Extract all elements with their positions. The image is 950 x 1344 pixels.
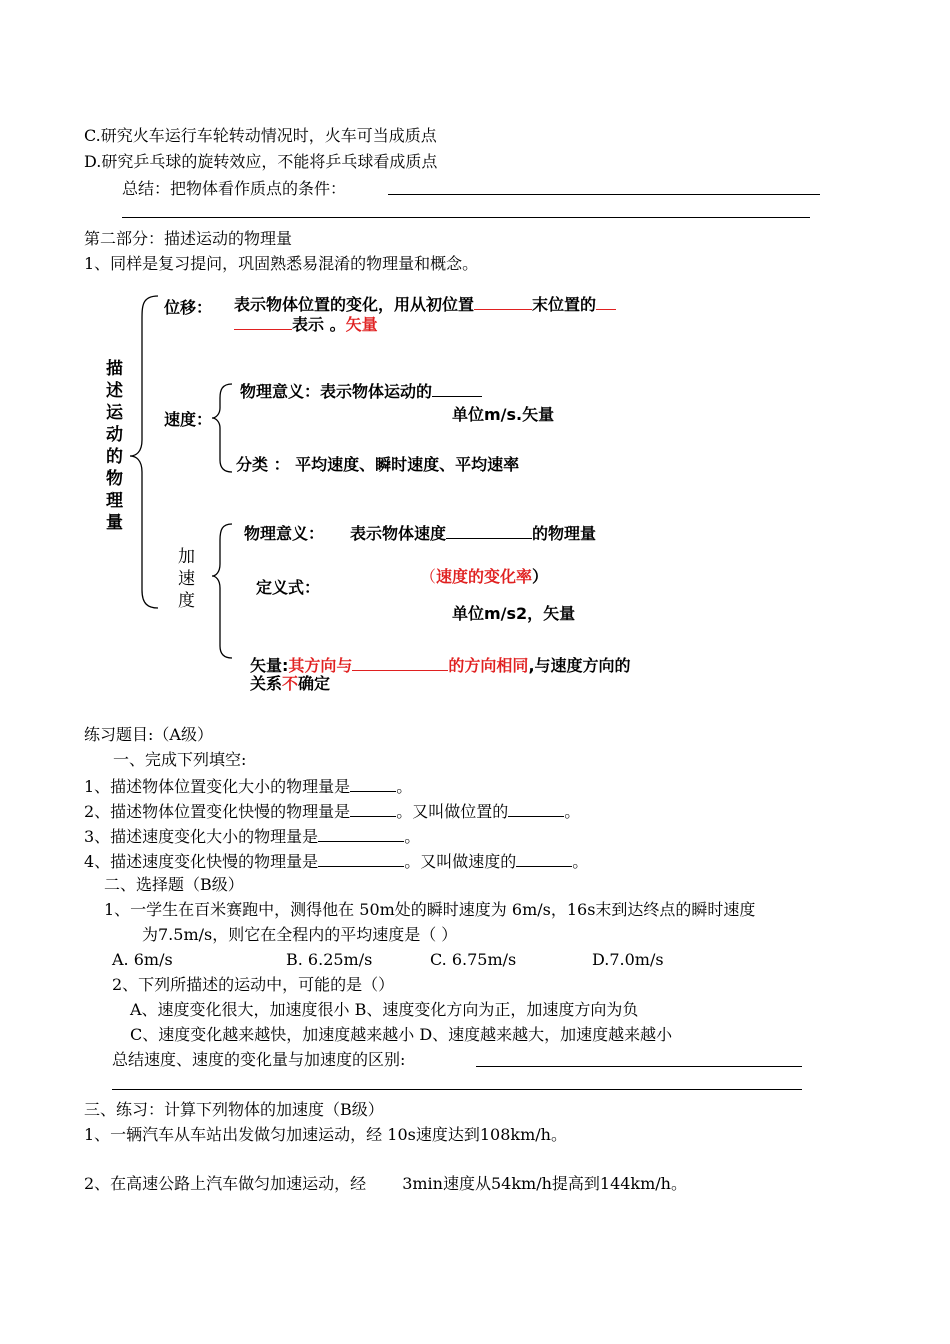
velocity-meaning: 物理意义：表示物体运动的 bbox=[240, 380, 482, 402]
velocity-blank[interactable] bbox=[432, 380, 482, 397]
accel-meaning-label: 物理意义： bbox=[244, 524, 325, 543]
summary2-blank-1[interactable] bbox=[476, 1066, 802, 1067]
fill-blank[interactable] bbox=[318, 850, 404, 867]
root-char: 运 bbox=[106, 403, 123, 423]
fill-blank[interactable] bbox=[516, 850, 572, 867]
accel-meaning-blank[interactable] bbox=[446, 522, 532, 539]
q1-option-d[interactable]: D.7.0m/s bbox=[592, 950, 664, 969]
displacement-blank-2a[interactable] bbox=[596, 293, 616, 310]
summary2-blank-2[interactable] bbox=[112, 1089, 802, 1090]
fill-item: 1、描述物体位置变化大小的物理量是 。 bbox=[84, 777, 413, 796]
accel-vector-blank[interactable] bbox=[352, 654, 448, 671]
fill-item: 3、描述速度变化大小的物理量是 。 bbox=[84, 827, 421, 846]
q1-line1: 1、一学生在百米赛跑中，测得他在 50m处的瞬时速度为 6m/s，16s末到达终点的瞬时速度 bbox=[104, 900, 756, 919]
practice-heading: 练习题目:（A级） bbox=[84, 725, 213, 744]
calc-question-1: 1、一辆汽车从车站出发做匀加速运动，经 10s速度达到108km/h。 bbox=[84, 1125, 567, 1144]
accel-unit: 单位m/s2，矢量 bbox=[452, 604, 576, 623]
summary-label: 总结：把物体看作质点的条件： bbox=[122, 179, 347, 198]
choice-heading: 二、选择题（B级） bbox=[104, 875, 244, 894]
accel-meaning: 表示物体速度 的物理量 bbox=[350, 524, 597, 543]
option-c-text: C.研究火车运行车轮转动情况时，火车可当成质点 bbox=[84, 126, 437, 145]
part2-heading: 第二部分：描述运动的物理量 bbox=[84, 229, 293, 248]
displacement-blank-1[interactable] bbox=[474, 293, 532, 310]
accel-vector-line: 矢量:其方向与 的方向相同,与速度方向的 bbox=[250, 656, 631, 675]
velocity-classify: 分类 ： 平均速度、瞬时速度、平均速率 bbox=[236, 455, 520, 474]
q1-option-b[interactable]: B. 6.25m/s bbox=[286, 950, 373, 969]
displacement-blank-2b[interactable] bbox=[234, 313, 292, 330]
q1-option-a[interactable]: A. 6m/s bbox=[112, 950, 173, 969]
root-char: 的 bbox=[106, 447, 123, 467]
q1-option-c[interactable]: C. 6.75m/s bbox=[430, 950, 517, 969]
root-char: 理 bbox=[106, 491, 123, 511]
displacement-label: 位移： bbox=[164, 298, 213, 317]
summary2-label: 总结速度、速度的变化量与加速度的区别: bbox=[112, 1050, 406, 1069]
q2-options-cd[interactable]: C、速度变化越来越快，加速度越来越小 D、速度越来越大，加速度越来越小 bbox=[130, 1025, 673, 1044]
fill-blank[interactable] bbox=[350, 800, 396, 817]
fill-item: 4、描述速度变化快慢的物理量是 。又叫做速度的 。 bbox=[84, 852, 589, 871]
part2-intro: 1、同样是复习提问，巩固熟悉易混淆的物理量和概念。 bbox=[84, 254, 479, 273]
fill-item: 2、描述物体位置变化快慢的物理量是 。又叫做位置的 。 bbox=[84, 802, 581, 821]
displacement-line1: 表示物体位置的变化，用从初位置 末位置的 bbox=[234, 293, 616, 315]
q1-line2: 为7.5m/s，则它在全程内的平均速度是（ ） bbox=[142, 925, 458, 944]
accel-relation-line: 关系不确定 bbox=[250, 674, 331, 693]
root-char: 物 bbox=[106, 469, 123, 489]
fill-heading: 一、完成下列填空: bbox=[113, 750, 247, 769]
fill-blank[interactable] bbox=[508, 800, 564, 817]
root-char: 述 bbox=[106, 381, 123, 401]
velocity-label: 速度： bbox=[164, 410, 213, 429]
accel-def-label: 定义式： bbox=[256, 578, 321, 597]
option-d-text: D.研究乒乓球的旋转效应，不能将乒乓球看成质点 bbox=[84, 152, 438, 171]
root-char: 量 bbox=[106, 513, 123, 533]
calc-question-2: 2、在高速公路上汽车做匀加速运动，经 3min速度从54km/h提高到144km/h。 bbox=[84, 1174, 687, 1193]
displacement-line2: 表示 。矢量 bbox=[234, 313, 378, 335]
fill-blank[interactable] bbox=[318, 825, 404, 842]
root-char: 描 bbox=[106, 359, 123, 379]
calc-heading: 三、练习：计算下列物体的加速度（B级） bbox=[84, 1100, 384, 1119]
q2-options-ab[interactable]: A、速度变化很大，加速度很小 B、速度变化方向为正，加速度方向为负 bbox=[130, 1000, 639, 1019]
velocity-unit: 单位m/s.矢量 bbox=[452, 405, 555, 424]
q2-stem: 2、下列所描述的运动中，可能的是（） bbox=[112, 975, 395, 994]
root-char: 动 bbox=[106, 425, 123, 445]
fill-blank[interactable] bbox=[350, 775, 396, 792]
accel-def-value: （速度的变化率） bbox=[420, 567, 549, 586]
